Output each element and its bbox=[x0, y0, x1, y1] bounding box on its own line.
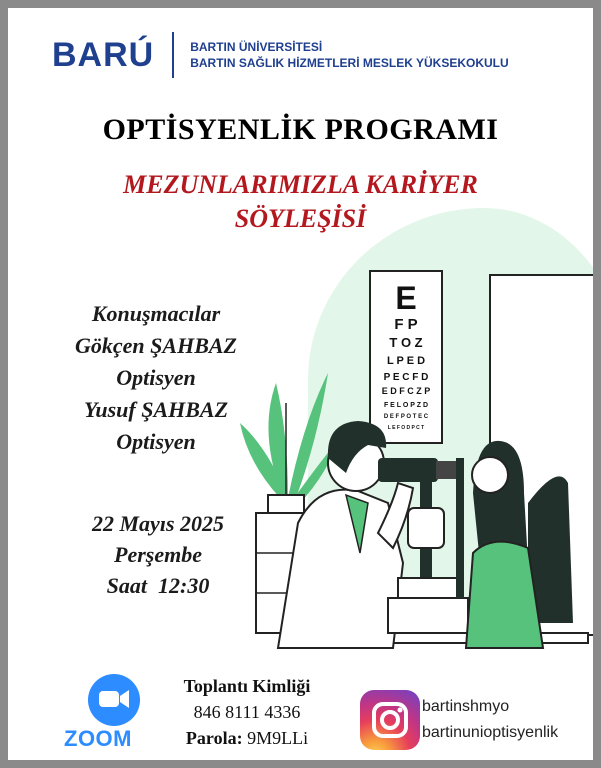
zoom-icon[interactable] bbox=[88, 674, 140, 726]
event-time: Saat 12:30 bbox=[106, 573, 210, 598]
speaker-1-role: Optisyen bbox=[116, 365, 196, 390]
password-value: 9M9LLi bbox=[247, 728, 309, 748]
speaker-1-name: Gökçen ŞAHBAZ bbox=[75, 333, 237, 358]
eye-chart-row-6: E D F C Z P bbox=[381, 386, 431, 396]
eye-chart-row-2: F P bbox=[394, 316, 418, 333]
instagram-icon[interactable] bbox=[360, 690, 420, 750]
university-name: BARTIN ÜNİVERSİTESİ bbox=[190, 40, 323, 54]
eye-chart-row-1: E bbox=[395, 280, 417, 316]
meeting-id-label: Toplantı Kimliği bbox=[183, 676, 311, 696]
poster bbox=[8, 8, 593, 760]
event-subtitle-line2: SÖYLEŞİSİ bbox=[234, 204, 367, 233]
university-names bbox=[190, 39, 508, 71]
event-datetime bbox=[48, 508, 268, 601]
instagram-account-1[interactable]: bartinshmyo bbox=[422, 698, 510, 715]
zoom-label: ZOOM bbox=[64, 726, 132, 751]
speaker-2-name: Yusuf ŞAHBAZ bbox=[83, 397, 229, 422]
university-logo: BARÚ bbox=[52, 35, 155, 74]
event-subtitle-line1: MEZUNLARIMIZLA KARİYER bbox=[123, 170, 478, 199]
eye-chart-row-7: F E L O P Z D bbox=[383, 402, 429, 409]
school-name: BARTIN SAĞLIK HİZMETLERİ MESLEK YÜKSEKOKULU bbox=[190, 56, 509, 70]
meeting-id: 846 8111 4336 bbox=[193, 702, 301, 722]
password-label: Parola: bbox=[185, 728, 243, 748]
speakers-block bbox=[36, 298, 276, 458]
program-title: OPTİSYENLİK PROGRAMI bbox=[102, 113, 499, 146]
event-day: Perşembe bbox=[114, 542, 202, 567]
eye-chart-row-4: L P E D bbox=[386, 355, 426, 367]
event-date: 22 Mayıs 2025 bbox=[92, 511, 224, 536]
eye-chart-row-9: L E F O D P C T bbox=[387, 425, 425, 431]
speaker-2-role: Optisyen bbox=[116, 429, 196, 454]
meeting-info bbox=[162, 673, 332, 751]
eye-chart-row-3: T O Z bbox=[389, 335, 423, 350]
speakers-heading: Konuşmacılar bbox=[91, 301, 221, 326]
logo-divider bbox=[172, 32, 174, 78]
instagram-account-2[interactable]: bartinunioptisyenlik bbox=[422, 724, 559, 741]
header bbox=[52, 32, 509, 78]
optometry-illustration bbox=[228, 263, 593, 653]
instagram-accounts bbox=[422, 694, 558, 746]
eye-chart-row-8: D E F P O T E C bbox=[383, 414, 429, 420]
eye-chart-row-5: P E C F D bbox=[383, 372, 429, 383]
